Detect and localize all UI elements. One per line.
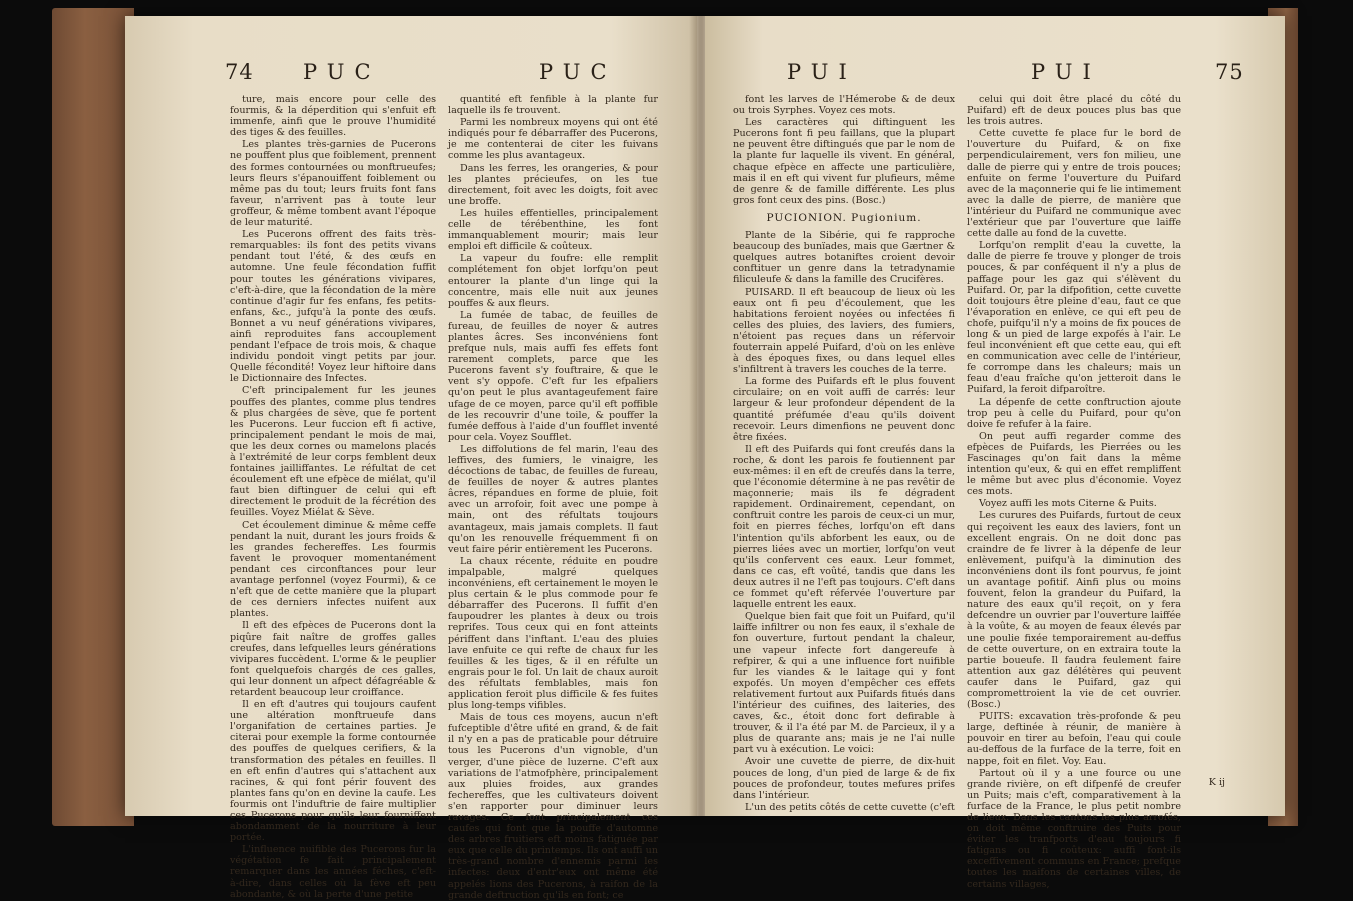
left-page-header xyxy=(125,60,697,90)
open-book xyxy=(125,16,1285,901)
paragraph: ture, mais encore pour celle des fourmis, & la déperdition qui s'enfuit eft immenfe, ainfi que le prouve l'humidité des tiges & des feuilles. xyxy=(230,94,436,139)
left-running-head-2: PUC xyxy=(539,60,617,84)
paragraph: Il en eft d'autres qui toujours caufent une altération monftrueufe dans l'organifation de certaines parties. Je citerai pour exemple la forme contournée des pouffes de quelques cerifiers, & la transformation des pétales en feuilles. Il en eft enfin d'autres qui s'attachent aux racines, & qui font périr fouvent des plantes fans qu'on en devine la caufe. Les fourmis ont l'induftrie de faire multiplier ces Pucerons pour qu'ils leur fourniffent abondamment de la nourriture à leur portée. xyxy=(230,699,436,844)
paragraph: Quelque bien fait que foit un Puifard, qu'il laiffe infiltrer ou non fes eaux, il s'exhale de fon ouverture, furtout pendant la chaleur, une vapeur infecte fort dangereufe à refpirer, & qui a une influence fort nuifible fur les viandes & le laitage qui y font expofés. Un moyen d'empêcher ces effets relativement furtout aux Puifards fitués dans l'intérieur des cuifines, des laiteries, des caves, &c., étoit donc fort defirable à trouver, & il l'a été par M. de Parcieux, il y a plus de quarante ans; mais je ne l'ai nulle part vu à exécution. Le voici: xyxy=(733,611,955,756)
paragraph: Cette cuvette fe place fur le bord de l'ouverture du Puifard, & on fixe perpendiculairement, vers fon milieu, une dalle de pierre qui y entre de trois pouces; enfuite on ferme l'ouverture du Puifard avec de la maçonnerie qui fe lie intimement avec la dalle de pierre, de manière que l'intérieur du Puifard ne communique avec l'extérieur que par l'ouverture que laiffe cette dalle au fond de la cuvette. xyxy=(967,128,1181,240)
paragraph: font les larves de l'Hémerobe & de deux ou trois Syrphes. Voyez ces mots. xyxy=(733,94,955,117)
paragraph: Les caractères qui diftinguent les Pucerons font fi peu faillans, que la plupart ne peuvent être diftingués que par le nom de la plante fur laquelle ils vivent. En général, chaque efpèce en affecte une particulière, mais il en eft qui vivent fur plufieurs, même de genre & de famille différente. Les plus gros font ceux des pins. (Bosc.) xyxy=(733,117,955,206)
paragraph: L'un des petits côtés de cette cuvette (c'eft xyxy=(745,801,955,813)
paragraph: La vapeur du foufre: elle remplit complétement fon objet lorfqu'on peut entourer la plante d'un linge qui la concentre, mais elle nuit aux jeunes pouffes & aux fleurs. xyxy=(448,253,658,309)
left-page-number: 74 xyxy=(225,60,254,84)
paragraph: Parmi les nombreux moyens qui ont été indiqués pour fe débarraffer des Pucerons, je me contenterai de citer les fuivans comme les plus avantageux. xyxy=(448,117,658,162)
paragraph: Mais de tous ces moyens, aucun n'eft fufceptible d'être ufité en grand, & de fait il n'y en a pas de praticable pour détruire tous les Pucerons d'un vignoble, d'un verger, d'une pièce de luzerne. C'eft aux variations de l'atmofphère, principalement aux pluies froides, aux grandes fechereffes, que les cultivateurs doivent s'en rapporter pour diminuer leurs ravages. Ce font principalement ces caufes qui font que la pouffe d'automne des arbres fruitiers eft moins fatiguée par eux que celle du printemps. Ils ont auffi un très-grand nombre d'ennemis parmi les infectes: deux d'entr'eux ont même été appelés lions des Pucerons, à raifon de la grande deftruction qu'ils en font; ce xyxy=(448,712,658,901)
paragraph: Cet écoulement diminue & même ceffe pendant la nuit, durant les jours froids & les grandes fechereffes. Les fourmis favent le provoquer momentanément pendant ces circonftances pour leur avantage perfonnel (voyez Fourmi), & ce n'eft que de cette manière que la plupart de ces derniers infectes nuifent aux plantes. xyxy=(230,519,436,620)
paragraph: La forme des Puifards eft le plus fouvent circulaire; on en voit auffi de carrés: leur largeur & leur profondeur dépendent de la quantité préfumée d'eau qu'ils doivent recevoir. Leurs dimenfions ne peuvent donc être fixées. xyxy=(733,376,955,443)
signature-mark: K ij xyxy=(1208,777,1225,788)
right-page-number: 75 xyxy=(1215,60,1244,84)
paragraph: Les curures des Puifards, furtout de ceux qui reçoivent les eaux des laviers, font un excellent engrais. On ne doit donc pas craindre de fe livrer à la dépenfe de leur enlèvement, puifqu'à la diminution des inconvéniens dont ils font pourvus, fe joint un avantage pofitif. Ainfi plus ou moins fouvent, felon la grandeur du Puifard, la nature des eaux qu'il reçoit, on y fera defcendre un ouvrier par l'ouverture laiffée à la voûte, & au moyen de feaux élevés par une poulie fixée temporairement au-deffus de cette ouverture, on en extraira toute la partie boueufe. Il faudra feulement faire attention aux gaz délétères qui peuvent caufer dans le Puifard, gaz qui compromettroient la vie de cet ouvrier. (Bosc.) xyxy=(967,510,1181,711)
paragraph: Les plantes très-garnies de Pucerons ne pouffent plus que foiblement, prennent des formes contournées ou monftrueufes; leurs fleurs s'épanouiffent foiblement ou même pas du tout; leurs fruits font fans faveur, n'arrivent pas à toute leur groffeur, & même tombent avant l'époque de leur maturité. xyxy=(230,139,436,229)
right-page-header xyxy=(705,60,1285,90)
binding-board-left xyxy=(52,8,134,826)
paragraph: celui qui doit être placé du côté du Puifard) eft de deux pouces plus bas que les trois autres. xyxy=(967,94,1181,128)
paragraph: Partout où il y a une fource ou une grande rivière, on eft difpenfé de creufer un Puits; mais c'eft, comparativement à la furface de la France, le plus petit nombre de lieux. Dans les cantons les plus arrofés, on doit même conftruire des Puits pour éviter les tranfports d'eau toujours fi fatigans ou fi coûteux: auffi font-ils exceffivement communs en France; prefque toutes les maifons de certaines villes, de certains villages, xyxy=(967,767,1181,890)
paragraph: PUISARD. Il eft beaucoup de lieux où les eaux ont fi peu d'écoulement, que les habitations feroient noyées ou infectées fi celles des pluies, des laviers, des fumiers, n'étoient pas reçues dans un réfervoir fouterrain appelé Puifard, d'où on les enlève à des époques fixes, ou dans lequel elles s'infiltrent à travers les couches de la terre. xyxy=(733,286,955,376)
entry-title: PUCIONION. Pugionium. xyxy=(766,211,922,224)
paragraph: La dépenfe de cette conftruction ajoute trop peu à celle du Puifard, pour qu'on doive fe refufer à la faire. xyxy=(967,396,1181,430)
left-page-column-2 xyxy=(448,94,658,901)
left-page xyxy=(125,16,697,901)
right-page-column-2 xyxy=(967,94,1181,890)
paragraph: PUITS: excavation très-profonde & peu large, deftinée à réunir, de manière à pouvoir en tirer au befoin, l'eau qui coule au-deffous de la furface de la terre, foit en nappe, foit en filet. Voy. Eau. xyxy=(967,711,1181,767)
paragraph: Lorfqu'on remplit d'eau la cuvette, la dalle de pierre fe trouve y plonger de trois pouces, & par conféquent il n'y a plus de paffage pour les gaz qui s'élèvent du Puifard. Or, par la difpofition, cette cuvette doit toujours être pleine d'eau, faut ce que l'évaporation en enlève, ce qui eft peu de chofe, puifqu'il n'y a moins de fix pouces de long & un pied de large expofés à l'air. Le feul inconvénient eft que cette eau, qui eft en communication avec celle de l'intérieur, fe corrompe dans les chaleurs; mais un feau d'eau fraîche qu'on jetteroit dans le Puifard, la feroit difparoître. xyxy=(967,240,1181,396)
right-running-head-1: PUI xyxy=(787,60,857,84)
paragraph: Plante de la Sibérie, qui fe rapproche beaucoup des bunïades, mais que Gærtner & quelques autres botaniftes croient devoir conftituer un genre dans la tetradynamie filiculeufe & dans la famille des Crucifères. xyxy=(733,230,955,286)
paragraph: C'eft principalement fur les jeunes pouffes des plantes, comme plus tendres & plus chargées de sève, que fe portent les Pucerons. Leur fuccion eft fi active, principalement pendant le mois de mai, que les deux cornes ou mamelons placés à l'extrémité de leur corps femblent deux fontaines jailliffantes. Le réfultat de cet écoulement eft une efpèce de miélat, qu'il faut bien diftinguer de celui qui eft directement le produit de la fécrétion des feuilles. Voyez Miélat & Sève. xyxy=(230,385,436,519)
paragraph: Il eft des efpèces de Pucerons dont la piqûre fait naître de groffes galles creufes, dans lefquelles leurs générations vivipares fuccèdent. L'orme & le peuplier font quelquefois chargés de ces galles, qui leur donnent un afpect défagréable & retardent beaucoup leur croiffance. xyxy=(230,620,436,698)
paragraph: quantité eft fenfible à la plante fur laquelle ils fe trouvent. xyxy=(448,94,658,117)
paragraph: Dans les ferres, les orangeries, & pour les plantes précieufes, on les tue directement, foit avec les doigts, foit avec une broffe. xyxy=(448,162,658,207)
paragraph: Il eft des Puifards qui font creufés dans la roche, & dont les parois fe foutiennent par eux-mêmes: il en eft de creufés dans la terre, que l'économie détermine à ne pas revêtir de maçonnerie; mais ils fe dégradent rapidement. Ordinairement, cependant, on conftruit contre les parois de ceux-ci un mur, foit en pierres féches, lorfqu'on eft dans l'intention qu'ils abforbent les eaux, ou de pierres liées avec un mortier, lorfqu'on veut qu'ils confervent ces eaux. Leur fommet, dans ce cas, eft voûté, tandis que dans les deux autres il ne l'eft pas toujours. C'eft dans ce fommet qu'eft réfervée l'ouverture par laquelle entrent les eaux. xyxy=(733,443,955,611)
paragraph: La fumée de tabac, de feuilles de fureau, de feuilles de noyer & autres plantes âcres. Ses inconvéniens font prefque nuls, mais auffi fes effets font rarement complets, parce que les Pucerons favent s'y fouftraire, & que le vent s'y oppofe. C'eft fur les efpaliers qu'on peut le plus avantageufement faire ufage de ce moyen, parce qu'il eft poffible de les recouvrir d'une toile, & pouffer la fumée deffous à l'aide d'un foufflet inventé pour cela. Voyez Soufflet. xyxy=(448,309,658,443)
left-running-head-1: PUC xyxy=(303,60,381,84)
right-column-1-bottom xyxy=(733,230,955,813)
paragraph: L'influence nuifible des Pucerons fur la végétation fe fait principalement remarquer dans les années féches, c'eft-à-dire, dans celles où la fève eft peu abondante, & où la perte d'une petite xyxy=(230,844,436,900)
paragraph: On peut auffi regarder comme des efpèces de Puifards, les Pierrées ou les Fascinages qu'on fait dans la même intention qu'eux, & qui en effet rempliffent le même but avec plus d'économie. Voyez ces mots. xyxy=(967,430,1181,498)
left-page-column-1 xyxy=(230,94,436,900)
paragraph: La chaux récente, réduite en poudre impalpable, malgré quelques inconvéniens, eft certainement le moyen le plus certain & le plus commode pour fe débarraffer des Pucerons. Il fuffit d'en faupoudrer les plantes à deux ou trois reprifes. Tous ceux qui en font atteints périffent dans l'inftant. L'eau des pluies lave enfuite ce qui refte de chaux fur les feuilles & les tiges, & il en réfulte un engrais pour le fol. Un lait de chaux auroit des réfultats femblables, mais fon application feroit plus difficile & fes fuites plus long-temps vifibles. xyxy=(448,555,658,712)
right-page-column-1 xyxy=(733,94,955,813)
right-running-head-2: PUI xyxy=(1031,60,1101,84)
paragraph: Voyez auffi les mots Citerne & Puits. xyxy=(979,498,1157,510)
paragraph: Les Pucerons offrent des faits très-remarquables: ils font des petits vivans pendant tout l'été, & des œufs en automne. Une feule fécondation fuffit pour toutes les générations vivipares, c'eft-à-dire, que la fécondation de la mère continue d'agir fur fes enfans, fes petits-enfans, &c., jufqu'à la ponte des œufs. Bonnet a vu neuf générations vivipares, ainfi reproduites fans accouplement pendant l'efpace de trois mois, & chaque individu pondoit vingt petits par jour. Quelle fécondité! Voyez leur hiftoire dans le Dictionnaire des Infectes. xyxy=(230,229,436,385)
paragraph: Les huiles effentielles, principalement celle de térébenthine, les font immanquablement mourir; mais leur emploi eft difficile & coûteux. xyxy=(448,207,658,253)
paragraph: Avoir une cuvette de pierre, de dix-huit pouces de long, d'un pied de large & de fix pouces de profondeur, toutes mefures prifes dans l'intérieur. xyxy=(733,756,955,801)
right-column-1-top xyxy=(733,94,955,206)
right-page xyxy=(705,16,1285,890)
paragraph: Les diffolutions de fel marin, l'eau des leffives, des fumiers, le vinaigre, les décoctions de tabac, de feuilles de fureau, de feuilles de noyer & autres plantes âcres, répandues en forme de pluie, foit avec un arrofoir, foit avec une pompe à main, ont des réfultats toujours avantageux, mais jamais complets. Il faut qu'on les renouvelle fréquemment fi on veut faire périr entièrement les Pucerons. xyxy=(448,443,658,555)
